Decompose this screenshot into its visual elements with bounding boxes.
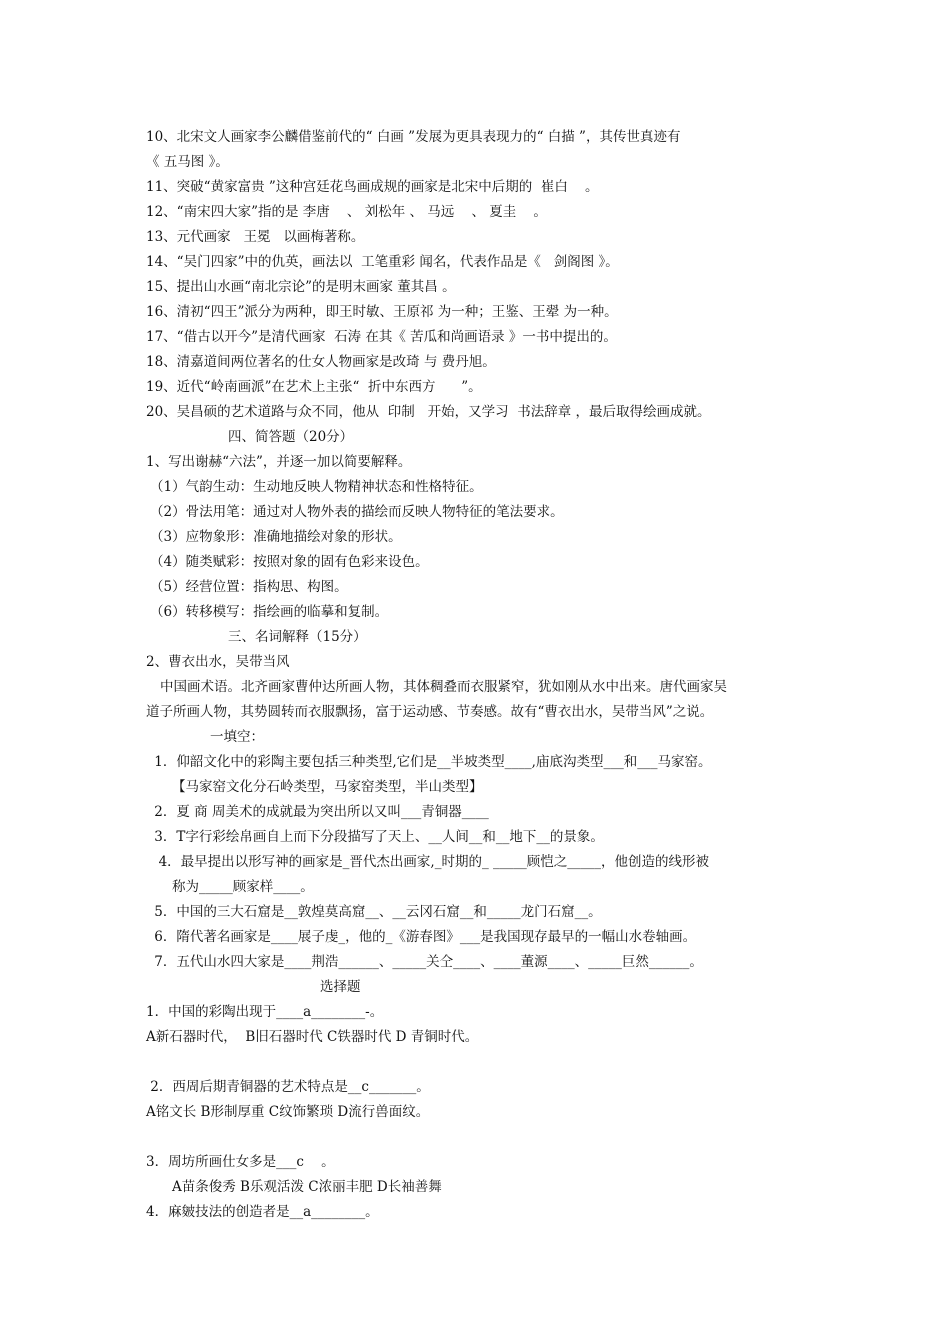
text-line: 3．周坊所画仕女多是___c 。	[146, 1154, 335, 1170]
text-line: （1）气韵生动：生动地反映人物精神状态和性格特征。	[150, 479, 483, 495]
text-line: 6．隋代著名画家是____展子虔_，他的_《游春图》___是我国现存最早的一幅山水卷轴画。	[150, 929, 697, 945]
text-line: 13、元代画家 王冕 以画梅著称。	[146, 229, 365, 245]
text-line: 10、北宋文人画家李公麟借鉴前代的“ 白画 ”发展为更具表现力的“ 白描 ”，其传世真迹有	[146, 129, 681, 145]
text-line: 4．最早提出以形写神的画家是_晋代杰出画家,_时期的_ _____顾恺之_____，他创造的线形被	[150, 854, 710, 870]
text-line: 14、“吴门四家”中的仇英，画法以 工笔重彩 闻名，代表作品是《 剑阁图 》。	[146, 254, 619, 270]
text-line: 【马家窑文化分石岭类型，马家窑类型，半山类型】	[172, 779, 483, 795]
text-line: 5．中国的三大石窟是__敦煌莫高窟__、__云冈石窟__和_____龙门石窟__。	[150, 904, 602, 920]
text-line: （5）经营位置：指构思、构图。	[150, 579, 348, 595]
text-line: A苗条俊秀 B乐观活泼 C浓丽丰肥 D长袖善舞	[172, 1179, 442, 1195]
text-line: 2．夏 商 周美术的成就最为突出所以又叫___青铜器____	[150, 804, 489, 820]
text-line: 20、吴昌硕的艺术道路与众不同，他从 印制 开始，又学习 书法辞章 ，最后取得绘画成就。	[146, 404, 711, 420]
text-line: 称为_____顾家样____。	[172, 879, 314, 895]
text-line: A铭文长 B形制厚重 C纹饰繁琐 D流行兽面纹。	[146, 1104, 430, 1120]
text-line: 16、清初“四王”派分为两种，即王时敏、王原祁 为一种；王鉴、王翚 为一种。	[146, 304, 618, 320]
text-line: 15、提出山水画“南北宗论”的是明末画家 董其昌 。	[146, 279, 456, 295]
text-line: 中国画术语。北齐画家曹仲达所画人物，其体稠叠而衣服紧窄，犹如刚从水中出来。唐代画家吴	[160, 679, 727, 695]
text-line: （6）转移模写：指绘画的临摹和复制。	[150, 604, 389, 620]
text-line: 道子所画人物，其势圆转而衣服飘扬，富于运动感、节奏感。故有“曹衣出水，吴带当风”之说。	[146, 704, 714, 720]
text-line: 四、简答题（20分）	[228, 429, 354, 445]
text-line: 一填空：	[210, 729, 264, 745]
text-line: 19、近代“岭南画派”在艺术上主张“ 折中东西方 ”。	[146, 379, 482, 395]
text-line: 7．五代山水四大家是____荆浩______、_____关仝____、____董源____、_____巨然______。	[150, 954, 703, 970]
text-line: 2．西周后期青铜器的艺术特点是__c_______。	[146, 1079, 430, 1095]
text-line: 12、“南宋四大家”指的是 李唐 、 刘松年 、 马远 、 夏圭 。	[146, 204, 547, 220]
text-line: 3．T字行彩绘帛画自上而下分段描写了天上、__人间__和__地下__的景象。	[150, 829, 604, 845]
text-line: 选择题	[320, 979, 361, 995]
text-line: 18、清嘉道间两位著名的仕女人物画家是改琦 与 费丹旭。	[146, 354, 496, 370]
text-line: 1．中国的彩陶出现于____a________-。	[146, 1004, 384, 1020]
text-line: （4）随类赋彩：按照对象的固有色彩来设色。	[150, 554, 429, 570]
text-line: 1、写出谢赫“六法”，并逐一加以简要解释。	[146, 454, 412, 470]
text-line: 17、“借古以开今”是清代画家 石涛 在其《 苦瓜和尚画语录 》一书中提出的。	[146, 329, 617, 345]
text-line: 2、曹衣出水，吴带当风	[146, 654, 290, 670]
text-line: A新石器时代， B旧石器时代 C铁器时代 D 青铜时代。	[146, 1029, 479, 1045]
text-line: （3）应物象形：准确地描绘对象的形状。	[150, 529, 402, 545]
text-line: 三、名词解释（15分）	[228, 629, 367, 645]
text-line: 1．仰韶文化中的彩陶主要包括三种类型,它们是__半坡类型____,庙底沟类型___和___马家窑。	[150, 754, 712, 770]
text-line: （2）骨法用笔：通过对人物外表的描绘而反映人物特征的笔法要求。	[150, 504, 564, 520]
text-line: 4．麻皴技法的创造者是__a________。	[146, 1204, 379, 1220]
text-line: 《 五马图 》。	[146, 154, 229, 170]
text-line: 11、突破“黄家富贵 ”这种宫廷花鸟画成规的画家是北宋中后期的 崔白 。	[146, 179, 599, 195]
